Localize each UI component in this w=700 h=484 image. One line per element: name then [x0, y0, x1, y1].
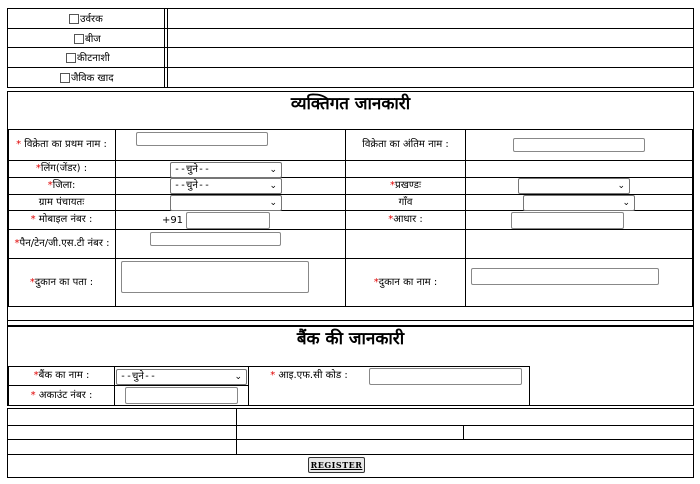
- chevron-down-icon: ⌄: [234, 372, 242, 382]
- chevron-down-icon: ⌄: [269, 181, 277, 191]
- checkbox-item-fertilizer[interactable]: [69, 11, 103, 25]
- gram-panchayat-select[interactable]: [170, 195, 282, 211]
- checkbox-label: बीज: [85, 34, 101, 45]
- chevron-down-icon: ⌄: [269, 198, 277, 208]
- checkbox-item-seed[interactable]: [74, 31, 101, 45]
- village-select[interactable]: [523, 195, 635, 211]
- shop-address-textarea[interactable]: [121, 261, 309, 293]
- chevron-down-icon: ⌄: [622, 198, 630, 208]
- register-button[interactable]: REGISTER: [308, 457, 365, 473]
- table-divider: [7, 47, 694, 48]
- checkbox-item-pesticide[interactable]: [66, 50, 110, 64]
- table-divider: [7, 67, 694, 68]
- checkbox-label: जैविक खाद: [71, 73, 114, 84]
- block-select[interactable]: [518, 178, 630, 194]
- gender-label: *लिंग(जेंडर) :: [35, 163, 88, 175]
- chevron-down-icon: ⌄: [617, 181, 625, 191]
- table-divider: [167, 8, 168, 88]
- bank-info-title: बैंक की जानकारी: [296, 329, 405, 350]
- first-name-input[interactable]: [136, 132, 268, 146]
- checkbox-input[interactable]: [69, 14, 79, 24]
- table-divider: [114, 366, 115, 406]
- table-divider: [7, 28, 694, 29]
- pan-label: *पैन/टेन/जी.एस.टी नंबर :: [14, 238, 110, 250]
- last-name-input[interactable]: [513, 138, 645, 152]
- account-number-input[interactable]: [125, 387, 238, 404]
- checkbox-label: उर्वरक: [80, 14, 103, 25]
- first-name-label: * विक्रेता का प्रथम नाम :: [16, 139, 107, 151]
- shop-name-label: *दुकान का नाम :: [373, 277, 438, 289]
- table-divider: [236, 408, 237, 455]
- bank-name-label: *बैंक का नाम :: [33, 370, 90, 382]
- table-divider: [115, 129, 116, 307]
- gender-select[interactable]: --चुने-- ⌄: [170, 162, 282, 178]
- block-label: *प्रखण्डः: [390, 180, 421, 192]
- table-divider: [164, 8, 165, 88]
- shop-name-input[interactable]: [471, 268, 659, 285]
- account-number-label: * अकाउंट नंबर :: [30, 389, 93, 401]
- table-divider: [248, 366, 249, 406]
- table-divider: [7, 425, 694, 426]
- checkbox-label: कीटनाशी: [77, 53, 110, 64]
- pan-input[interactable]: [150, 232, 281, 246]
- mobile-input[interactable]: [186, 212, 270, 229]
- last-name-label: विक्रेता का अंतिम नाम :: [362, 139, 449, 151]
- table-divider: [7, 454, 694, 455]
- mobile-label: * मोबाइल नंबर :: [30, 214, 93, 226]
- checkbox-input[interactable]: [74, 34, 84, 44]
- aadhaar-input[interactable]: [511, 212, 624, 229]
- checkbox-item-organic-manure[interactable]: [60, 70, 114, 84]
- ifsc-label: * आइ.एफ.सी कोड :: [270, 370, 348, 382]
- district-select[interactable]: --चुने-- ⌄: [170, 178, 282, 194]
- table-divider: [7, 439, 694, 440]
- village-label: गाँव: [398, 196, 413, 208]
- gram-panchayat-label: ग्राम पंचायतः: [38, 196, 85, 208]
- district-label: *जिला:: [47, 180, 76, 192]
- mobile-prefix: +91: [161, 214, 184, 226]
- checkbox-input[interactable]: [66, 53, 76, 63]
- bank-name-select[interactable]: --चुने-- ⌄: [116, 369, 247, 385]
- table-divider: [7, 320, 694, 321]
- aadhaar-label: *आधार :: [388, 214, 423, 226]
- shop-address-label: *दुकान का पता :: [29, 277, 94, 289]
- chevron-down-icon: ⌄: [269, 165, 277, 175]
- table-divider: [463, 425, 464, 440]
- checkbox-input[interactable]: [60, 73, 70, 83]
- table-divider: [465, 129, 466, 307]
- personal-info-title: व्यक्तिगत जानकारी: [290, 94, 411, 115]
- ifsc-input[interactable]: [369, 368, 522, 385]
